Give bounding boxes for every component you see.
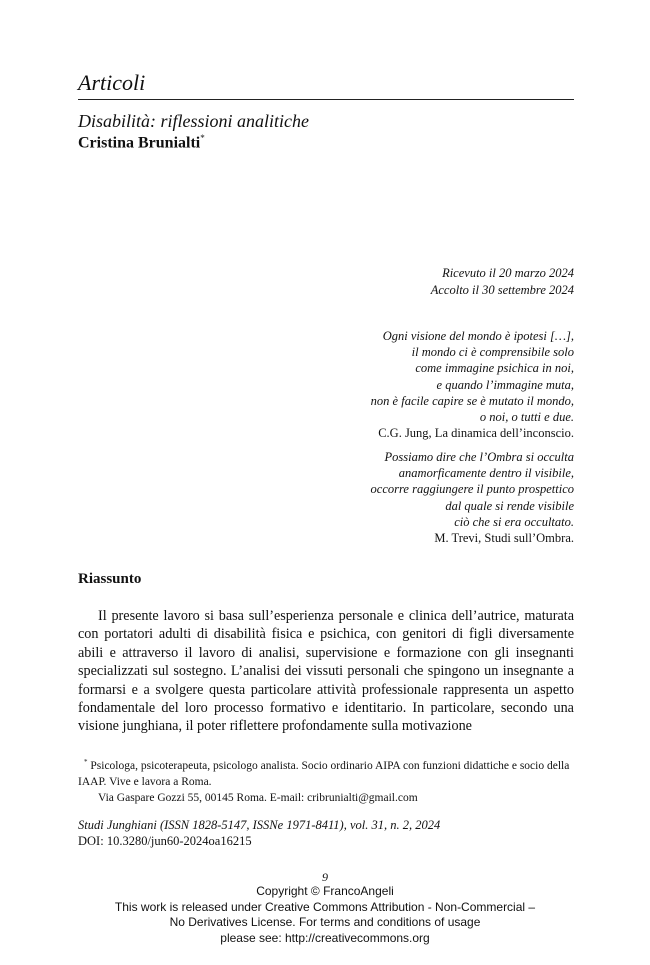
author-name bbox=[78, 133, 205, 152]
footnote-affiliation-text: Psicologa, psicoterapeuta, psicologo analista. Socio ordinario AIPA con funzioni didattiche e socio della IAAP. Vive e lavora a Roma. bbox=[78, 759, 570, 788]
epigraph-line: dal quale si rende visibile bbox=[445, 498, 574, 513]
journal-doi: DOI: 10.3280/jun60-2024oa16215 bbox=[78, 833, 252, 848]
footnote-address: Via Gaspare Gozzi 55, 00145 Roma. E-mail: cribrunialti@gmail.com bbox=[98, 791, 418, 804]
license-line: This work is released under Creative Commons Attribution - Non-Commercial – bbox=[114, 899, 536, 914]
epigraph-trevi bbox=[371, 449, 574, 546]
journal-info bbox=[78, 818, 440, 849]
author-footnote-mark: * bbox=[200, 133, 205, 143]
footnote-affiliation bbox=[78, 754, 574, 790]
abstract-text: Il presente lavoro si basa sull’esperienza personale e clinica dell’autrice, maturata con portatori adulti di disabilità fisica e psichica, con genitori di figli diversamente abili e attraverso il lavoro di analisi, supervisione e formazione con gli insegnanti specializzati sul sostegno. L’analisi dei vissuti personali che spingono un insegnante a formarsi e a svolgere questa particolare attività professionale rappresenta un aspetto fondamentale del loro processo formativo e identitario. In particolare, secondo una visione junghiana, il poter riflettere profondamente sulla motivazione bbox=[78, 608, 574, 735]
article-title: Disabilità: riflessioni analitiche bbox=[78, 111, 309, 131]
received-date: Ricevuto il 20 marzo 2024 bbox=[442, 266, 574, 280]
header-rule bbox=[78, 99, 574, 100]
accepted-date: Accolto il 30 settembre 2024 bbox=[430, 283, 574, 297]
page-number: 9 bbox=[322, 870, 328, 884]
abstract-heading: Riassunto bbox=[78, 571, 142, 587]
copyright-line: Copyright © FrancoAngeli bbox=[256, 884, 394, 898]
epigraph-line: e quando l’immagine muta, bbox=[436, 377, 574, 392]
author-name-text: Cristina Brunialti bbox=[78, 134, 201, 152]
epigraph-source: M. Trevi, Studi sull’Ombra. bbox=[434, 531, 574, 546]
license-line: please see: http://creativecommons.org bbox=[220, 930, 430, 945]
submission-dates bbox=[431, 265, 574, 299]
footnote-mark: * bbox=[84, 758, 88, 766]
epigraph-line: Possiamo dire che l’Ombra si occulta bbox=[384, 450, 574, 464]
license-line: No Derivatives License. For terms and conditions of usage bbox=[169, 915, 481, 929]
epigraph-line: ciò che si era occultato. bbox=[454, 514, 574, 529]
section-title: Articoli bbox=[78, 70, 146, 95]
epigraph-line: occorre raggiungere il punto prospettico bbox=[370, 482, 574, 497]
author-footnote bbox=[78, 754, 574, 806]
epigraph-source: C.G. Jung, La dinamica dell’inconscio. bbox=[378, 426, 574, 441]
epigraph-line: o noi, o tutti e due. bbox=[479, 410, 574, 425]
epigraph-line: Ogni visione del mondo è ipotesi […], bbox=[382, 329, 574, 343]
journal-citation: Studi Junghiani (ISSN 1828-5147, ISSNe 1971-8411), vol. 31, n. 2, 2024 bbox=[78, 818, 441, 832]
epigraph-line: il mondo ci è comprensibile solo bbox=[411, 345, 574, 360]
epigraph-line: non è facile capire se è mutato il mondo, bbox=[370, 393, 574, 408]
epigraph-line: anamorficamente dentro il visibile, bbox=[398, 466, 574, 481]
epigraph-jung bbox=[371, 328, 574, 441]
license-notice bbox=[0, 884, 650, 946]
epigraph-line: come immagine psichica in noi, bbox=[415, 361, 574, 376]
